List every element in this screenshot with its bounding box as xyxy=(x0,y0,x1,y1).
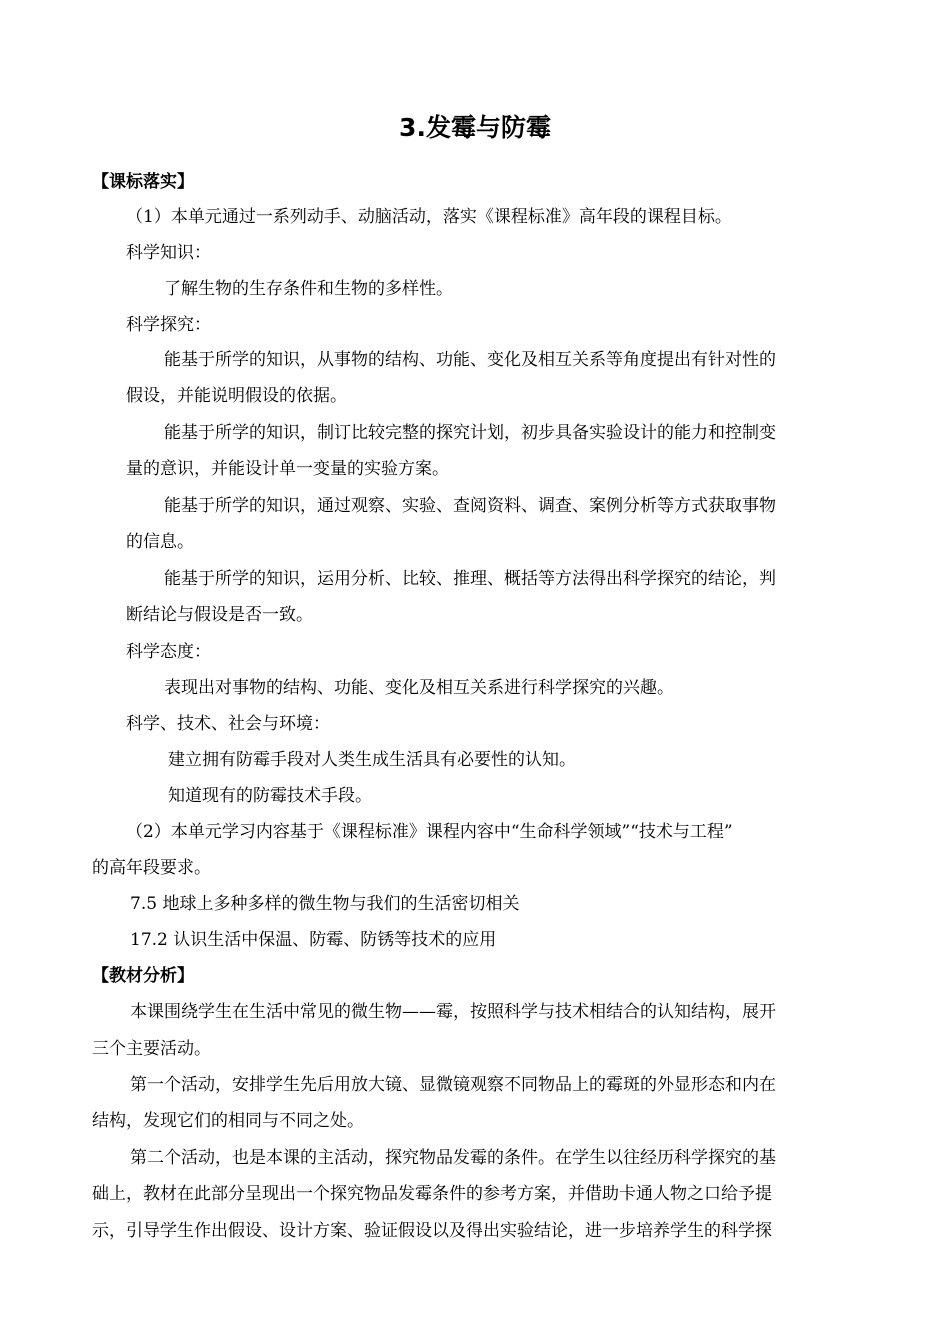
paragraph-line: 第二个活动，也是本课的主活动，探究物品发霉的条件。在学生以往经历科学探究的基 xyxy=(130,1148,776,1168)
subheading-knowledge: 科学知识： xyxy=(126,243,211,263)
paragraph-line: 能基于所学的知识，运用分析、比较、推理、概括等方法得出科学探究的结论，判 xyxy=(164,569,776,589)
paragraph-line: 能基于所学的知识，制订比较完整的探究计划，初步具备实验设计的能力和控制变 xyxy=(164,423,776,443)
section-heading-textbook-analysis: 【教材分析】 xyxy=(92,966,194,986)
paragraph-line: 断结论与假设是否一致。 xyxy=(126,605,313,625)
paragraph-line: 的信息。 xyxy=(126,532,194,552)
paragraph-line: 本课围绕学生在生活中常见的微生物——霉，按照科学与技术相结合的认知结构，展开 xyxy=(130,1002,776,1022)
paragraph-line: 的高年段要求。 xyxy=(92,858,211,878)
standard-item: 7.5 地球上多种多样的微生物与我们的生活密切相关 xyxy=(130,894,520,914)
paragraph-line: 三个主要活动。 xyxy=(92,1039,211,1059)
paragraph-line: 能基于所学的知识，通过观察、实验、查阅资料、调查、案例分析等方式获取事物 xyxy=(164,496,776,516)
paragraph-line: 假设，并能说明假设的依据。 xyxy=(126,386,347,406)
paragraph-line: 了解生物的生存条件和生物的多样性。 xyxy=(164,279,453,299)
paragraph-line: 示，引导学生作出假设、设计方案、验证假设以及得出实验结论，进一步培养学生的科学探 xyxy=(92,1221,772,1241)
paragraph-line: 础上，教材在此部分呈现出一个探究物品发霉条件的参考方案，并借助卡通人物之口给予提 xyxy=(92,1184,772,1204)
subheading-attitude: 科学态度： xyxy=(126,642,211,662)
paragraph-line: 表现出对事物的结构、功能、变化及相互关系进行科学探究的兴趣。 xyxy=(164,678,674,698)
paragraph-line: 建立拥有防霉手段对人类生成生活具有必要性的认知。 xyxy=(168,750,576,770)
subheading-inquiry: 科学探究： xyxy=(126,315,211,335)
paragraph-line: 第一个活动，安排学生先后用放大镜、显微镜观察不同物品上的霉斑的外显形态和内在 xyxy=(130,1075,776,1095)
paragraph-line: 结构，发现它们的相同与不同之处。 xyxy=(92,1111,364,1131)
subheading-sts: 科学、技术、社会与环境： xyxy=(126,714,330,734)
page-title: 3.发霉与防霉 xyxy=(399,113,551,142)
paragraph-line: 量的意识，并能设计单一变量的实验方案。 xyxy=(126,459,449,479)
paragraph-line: （2）本单元学习内容基于《课程标准》课程内容中“生命科学领域”“技术与工程” xyxy=(126,822,733,842)
paragraph-line: 能基于所学的知识，从事物的结构、功能、变化及相互关系等角度提出有针对性的 xyxy=(164,350,776,370)
standard-item: 17.2 认识生活中保温、防霉、防锈等技术的应用 xyxy=(130,930,497,950)
section-heading-curriculum: 【课标落实】 xyxy=(92,172,194,192)
paragraph-line: 知道现有的防霉技术手段。 xyxy=(168,786,372,806)
paragraph-line: （1）本单元通过一系列动手、动脑活动，落实《课程标准》高年段的课程目标。 xyxy=(126,207,732,227)
